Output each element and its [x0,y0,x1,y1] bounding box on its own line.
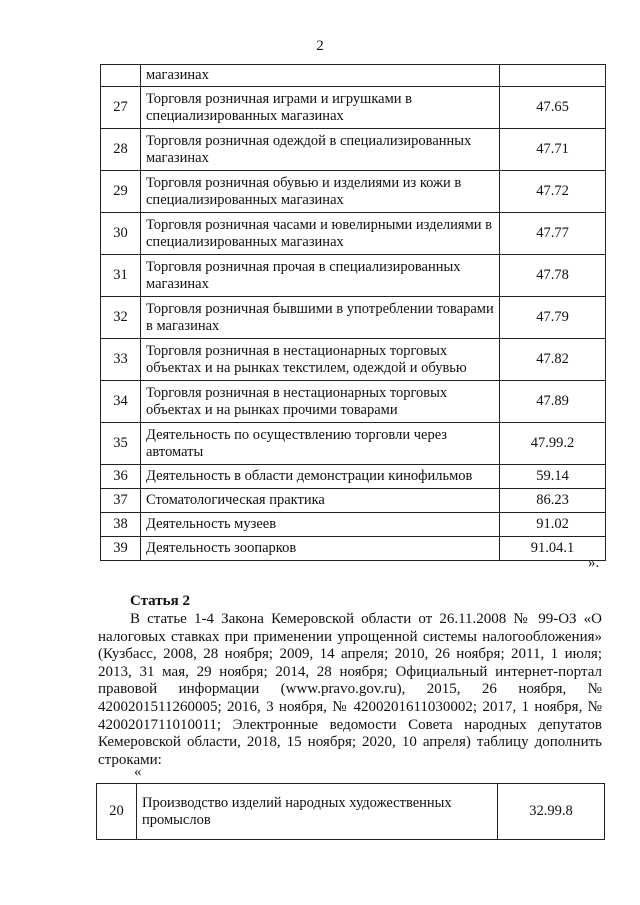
okved-code: 47.65 [500,87,606,129]
activity-description: Стоматологическая практика [141,489,500,513]
row-number: 35 [101,423,141,465]
table-row [101,87,606,129]
okved-code: 47.82 [500,339,606,381]
row-number: 38 [101,513,141,537]
row-number: 34 [101,381,141,423]
row-number: 27 [101,87,141,129]
activity-description: Торговля розничная часами и ювелирными изделиями в специализированных магазинах [141,213,500,255]
okved-code: 47.77 [500,213,606,255]
table-row [97,784,605,840]
activity-description: Торговля розничная прочая в специализированных магазинах [141,255,500,297]
okved-code: 47.79 [500,297,606,339]
okved-code: 59.14 [500,465,606,489]
table-row [101,381,606,423]
row-number: 30 [101,213,141,255]
activity-description: Деятельность музеев [141,513,500,537]
okved-code: 47.89 [500,381,606,423]
opening-quote: « [134,764,142,780]
activity-description: Торговля розничная в нестационарных торговых объектах и на рынках текстилем, одеждой и обувью [141,339,500,381]
row-number: 29 [101,171,141,213]
row-number: 36 [101,465,141,489]
row-number: 28 [101,129,141,171]
row-number: 20 [97,784,137,840]
row-number: 37 [101,489,141,513]
activity-description: Торговля розничная играми и игрушками в специализированных магазинах [141,87,500,129]
okved-code: 47.72 [500,171,606,213]
activity-description: Деятельность зоопарков [141,537,500,561]
activity-description: Деятельность по осуществлению торговли через автоматы [141,423,500,465]
table-row [101,513,606,537]
table-row [101,65,606,87]
table-row [101,423,606,465]
okved-code: 32.99.8 [498,784,605,840]
page-number: 2 [316,38,324,54]
row-number: 39 [101,537,141,561]
activity-description: Производство изделий народных художественных промыслов [137,784,498,840]
row-number [101,65,141,87]
okved-code: 91.02 [500,513,606,537]
row-number: 32 [101,297,141,339]
okved-code: 47.71 [500,129,606,171]
okved-code: 86.23 [500,489,606,513]
table-row [101,213,606,255]
activity-description: Торговля розничная бывшими в употреблении товарами в магазинах [141,297,500,339]
row-number: 31 [101,255,141,297]
okved-code: 47.78 [500,255,606,297]
table-row [101,339,606,381]
table-row [101,255,606,297]
okved-code: 47.99.2 [500,423,606,465]
table-row [101,489,606,513]
added-rows-table [96,783,605,840]
table-row [101,297,606,339]
article-body: В статье 1-4 Закона Кемеровской области от 26.11.2008 № 99-ОЗ «О налоговых ставках при применении упрощенной системы налогообложения» (Кузбасс, 2008, 28 ноября; 2009, 14 апреля; 2010, 26 ноября; 2011, 1 июля; 2013, 31 мая, 29 ноября; 2014, 28 ноября; Официальный интернет-портал правовой информации (www.pravo.gov.ru), 2015, 26 ноября, № 4200201511260005; 2016, 3 ноября, № 4200201611030002; 2017, 1 ноября, № 4200201711010011; Электронные ведомости Совета народных депутатов Кемеровской области, 2018, 15 ноября; 2020, 10 апреля) таблицу дополнить строками: [98,611,602,768]
table-row [101,129,606,171]
okved-code: 91.04.1 [500,537,606,561]
activity-description: магазинах [141,65,500,87]
row-number: 33 [101,339,141,381]
okved-code [500,65,606,87]
activity-description: Торговля розничная в нестационарных торговых объектах и на рынках прочими товарами [141,381,500,423]
activity-description: Торговля розничная одеждой в специализированных магазинах [141,129,500,171]
activity-codes-table [100,64,606,561]
table-row [101,537,606,561]
activity-description: Торговля розничная обувью и изделиями из кожи в специализированных магазинах [141,171,500,213]
activity-description: Деятельность в области демонстрации кинофильмов [141,465,500,489]
table-row [101,465,606,489]
table-row [101,171,606,213]
closing-quote: ». [588,555,600,571]
article-title: Статья 2 [130,593,190,609]
